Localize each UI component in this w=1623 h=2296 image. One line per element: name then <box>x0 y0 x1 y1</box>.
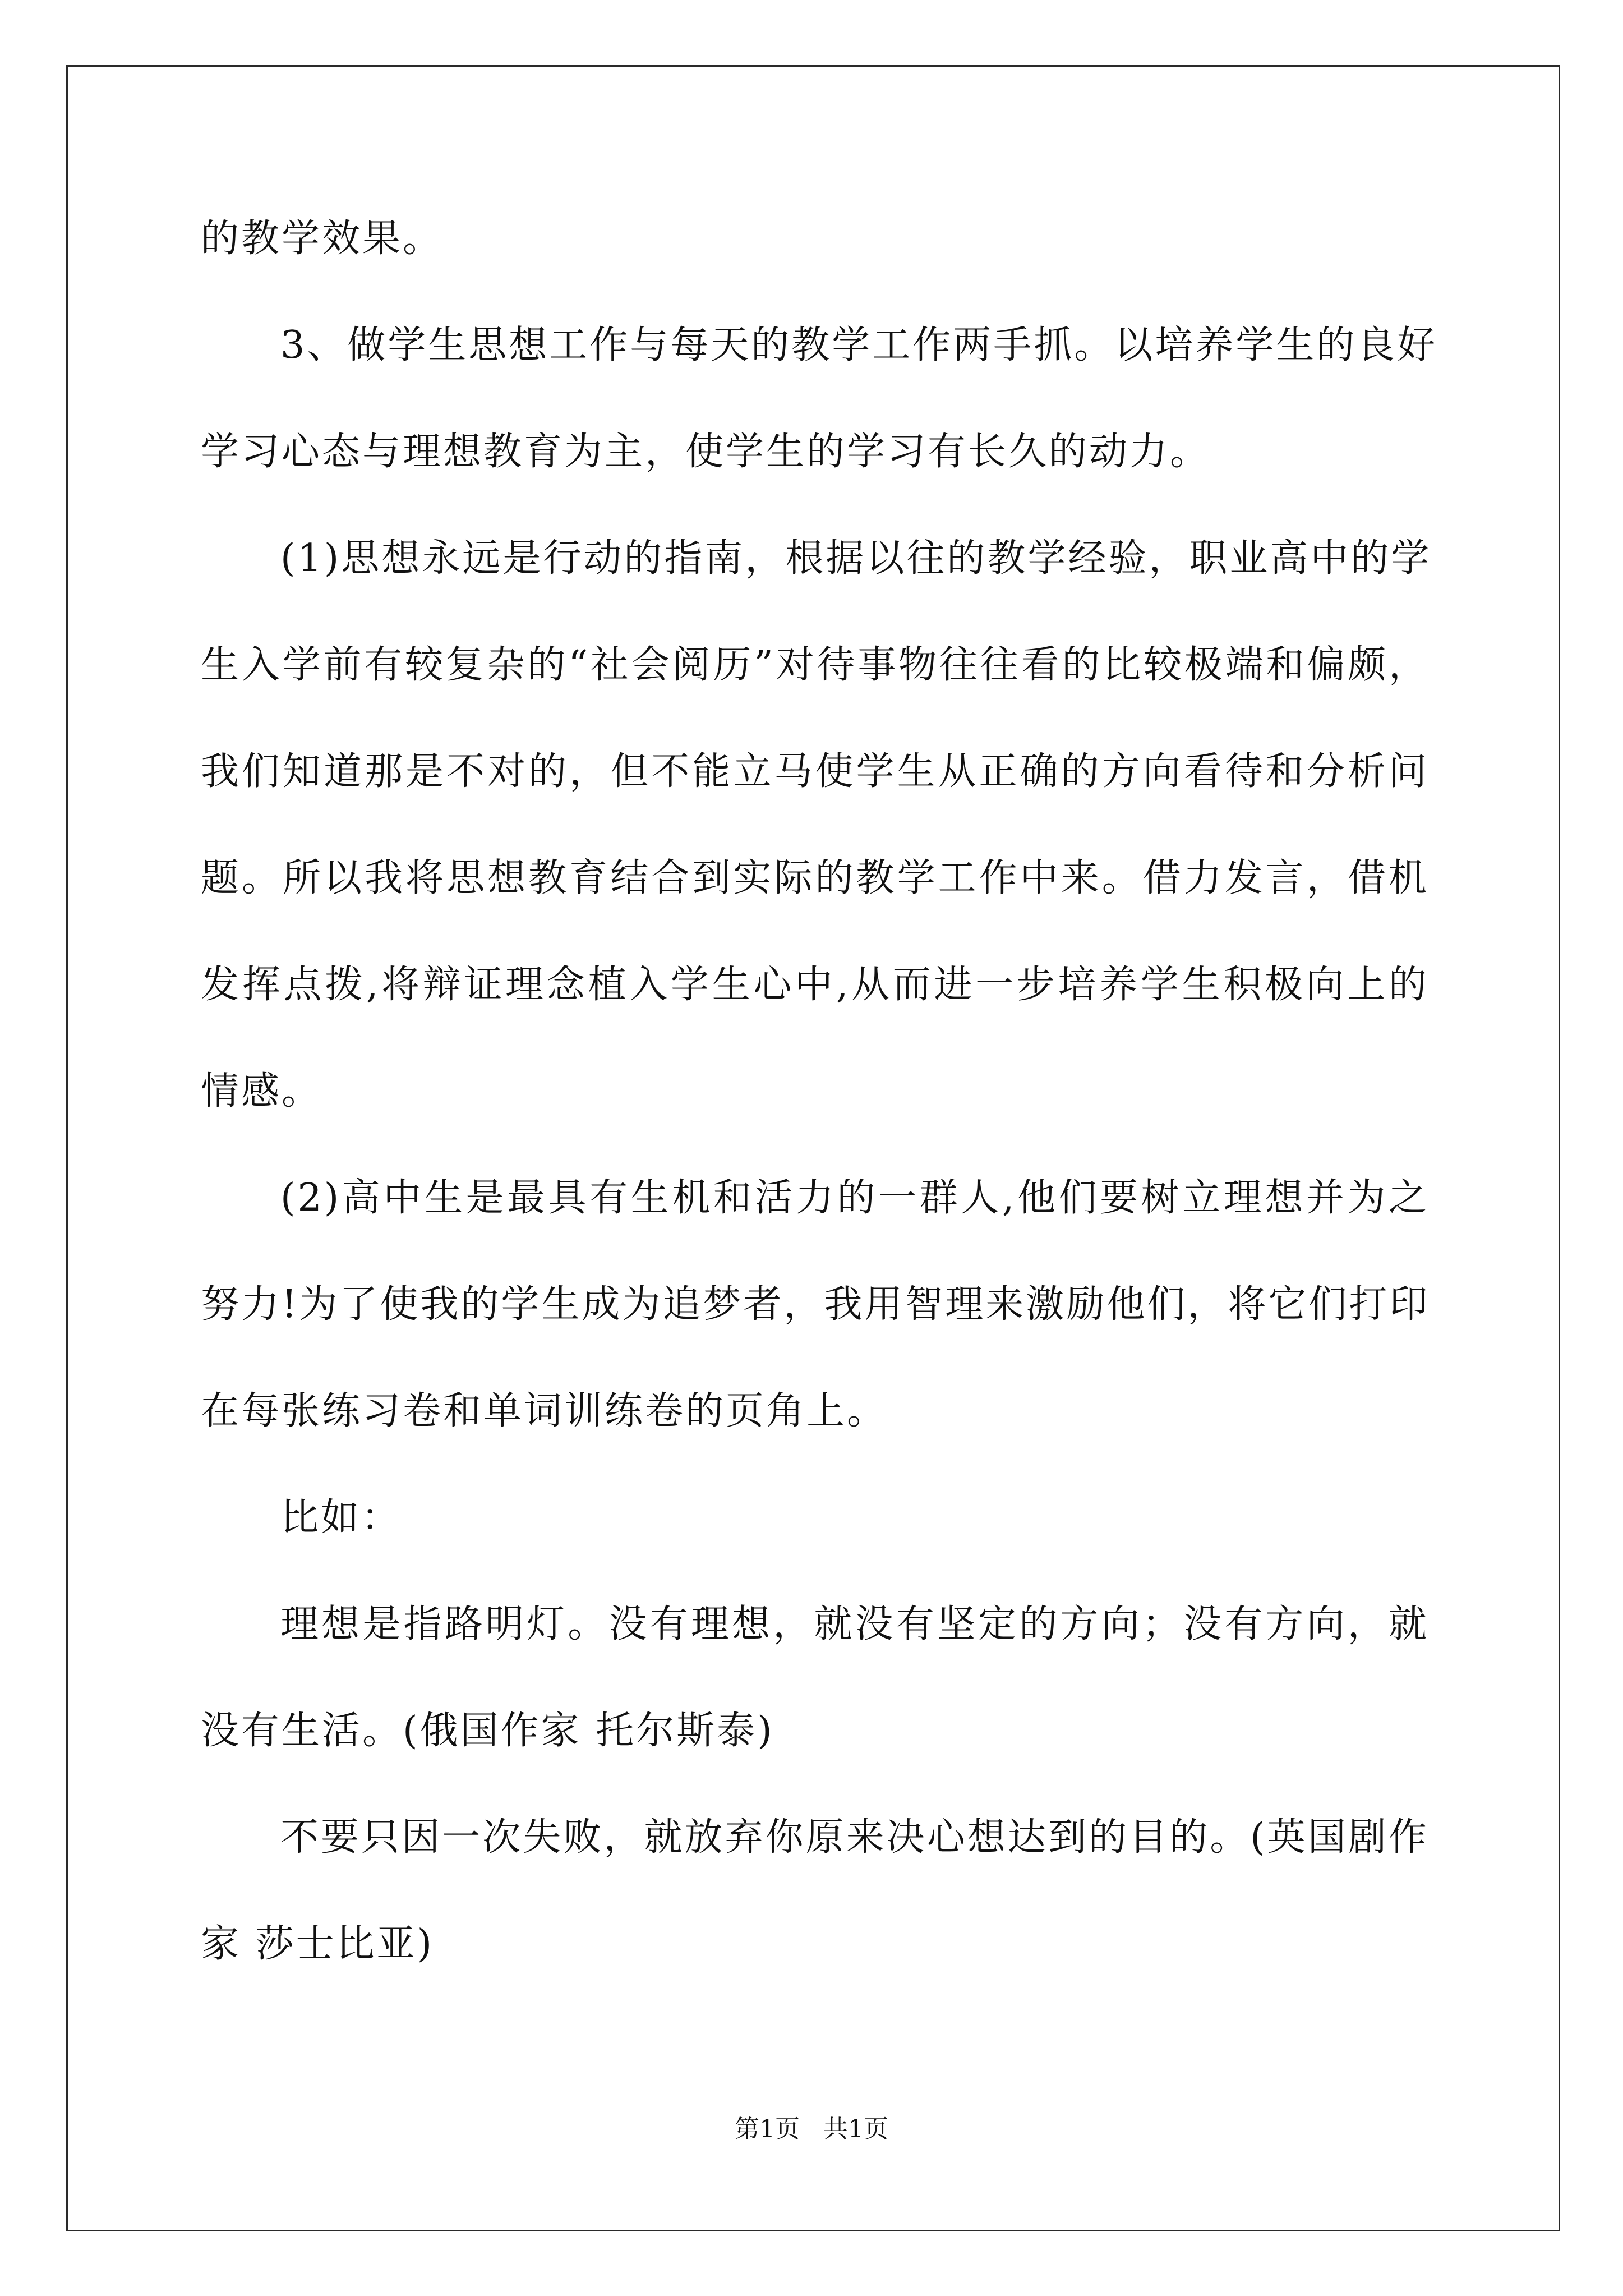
text-line: 没有生活。(俄国作家 托尔斯泰) <box>201 1709 774 1753</box>
text-line: 3、做学生思想工作与每天的教学工作两手抓。以培养学生的良好 <box>280 323 1438 367</box>
text-line: 比如： <box>280 1496 402 1540</box>
text-line: 题。所以我将思想教育结合到实际的教学工作中来。借力发言，借机 <box>201 856 1429 900</box>
text-line: (1)思想永远是行动的指南，根据以往的教学经验，职业高中的学 <box>280 536 1432 581</box>
page-border <box>66 65 1560 2231</box>
text-line: 我们知道那是不对的，但不能立马使学生从正确的方向看待和分析问 <box>201 749 1429 794</box>
text-line: 在每张练习卷和单词训练卷的页角上。 <box>201 1389 888 1433</box>
text-line: 理想是指路明灯。没有理想，就没有坚定的方向；没有方向，就 <box>280 1602 1429 1646</box>
text-line: 家 莎士比亚) <box>201 1922 435 1966</box>
text-line: 学习心态与理想教育为主，使学生的学习有长久的动力。 <box>201 430 1211 474</box>
text-line: 生入学前有较复杂的“社会阅历”对待事物往往看的比较极端和偏颇， <box>201 643 1429 687</box>
text-line: 努力!为了使我的学生成为追梦者，我用智理来激励他们，将它们打印 <box>201 1282 1430 1327</box>
text-line: 情感。 <box>201 1069 322 1114</box>
text-line: 不要只因一次失败，就放弃你原来决心想达到的目的。(英国剧作 <box>280 1815 1429 1860</box>
page-number-footer: 第1页 共1页 <box>735 2115 888 2143</box>
text-line: 发挥点拨,将辩证理念植入学生心中,从而进一步培养学生积极向上的 <box>201 963 1429 1007</box>
text-line: (2)高中生是最具有生机和活力的一群人,他们要树立理想并为之 <box>280 1176 1429 1220</box>
text-line: 的教学效果。 <box>201 217 444 261</box>
